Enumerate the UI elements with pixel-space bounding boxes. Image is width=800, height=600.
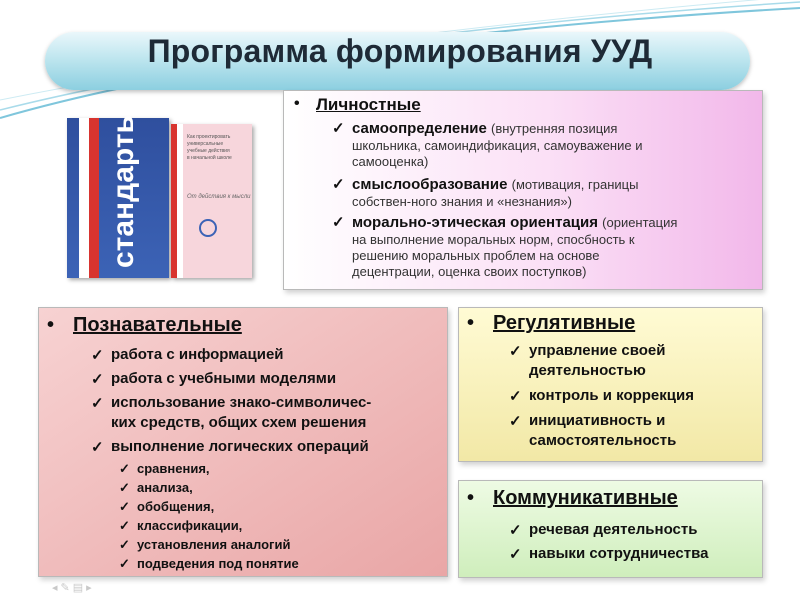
- personal-item: самоопределение (внутренняя позиция: [352, 120, 618, 137]
- book-cover-line: Как проектировать: [187, 134, 231, 140]
- check-icon: ✓: [332, 176, 345, 193]
- cognitive-subitem: анализа,: [137, 480, 193, 495]
- personal-item-cont: школьника, самоиндификация, самоуважение и: [352, 138, 643, 153]
- book-cover-line: в начальной школе: [187, 155, 232, 161]
- cognitive-section: [38, 307, 448, 577]
- check-icon: ✓: [119, 461, 130, 476]
- check-icon: ✓: [509, 522, 522, 539]
- nav-forward-icon[interactable]: ▸: [86, 582, 95, 594]
- slide-nav-icons[interactable]: [52, 581, 95, 594]
- book-cover-line: учебные действия: [187, 148, 230, 154]
- regulative-item-cont: деятельностью: [529, 362, 646, 379]
- personal-item: морально-этическая ориентация (ориентация: [352, 214, 678, 231]
- cognitive-item: выполнение логических операций: [111, 438, 369, 455]
- book-emblem-icon: [199, 219, 217, 237]
- check-icon: ✓: [509, 546, 522, 563]
- check-icon: ✓: [119, 480, 130, 495]
- personal-item: смыслообразование (мотивация, границы: [352, 176, 639, 193]
- check-icon: ✓: [509, 343, 522, 360]
- section-heading-regulative: Регулятивные: [493, 312, 636, 334]
- bullet-icon: •: [467, 487, 475, 509]
- personal-item-cont: децентрации, оценка своих поступков): [352, 264, 587, 279]
- cognitive-subitem: установления аналогий: [137, 537, 291, 552]
- book-back-cover: [171, 124, 252, 278]
- check-icon: ✓: [509, 388, 522, 405]
- cognitive-subitem: подведения под понятие: [137, 556, 299, 571]
- cognitive-item-cont: ких средств, общих схем решения: [111, 414, 367, 431]
- check-icon: ✓: [91, 395, 104, 412]
- regulative-item: контроль и коррекция: [529, 387, 694, 404]
- section-heading-cognitive: Познавательные: [73, 314, 242, 336]
- personal-item-cont: на выполнение моральных норм, спосбность к: [352, 232, 635, 247]
- section-heading-communicative: Коммуникативные: [493, 487, 678, 509]
- regulative-item: управление своей: [529, 342, 666, 359]
- nav-back-icon[interactable]: ◂: [52, 582, 61, 594]
- section-heading-personal: Личностные: [316, 95, 421, 114]
- page-title: Программа формирования УУД: [147, 33, 653, 69]
- bullet-icon: •: [47, 314, 55, 336]
- check-icon: ✓: [91, 347, 104, 364]
- cognitive-subitem: сравнения,: [137, 461, 210, 476]
- regulative-item: инициативность и: [529, 412, 666, 429]
- bullet-icon: •: [467, 312, 475, 334]
- check-icon: ✓: [119, 537, 130, 552]
- communicative-item: речевая деятельность: [529, 521, 698, 538]
- cognitive-subitem: обобщения,: [137, 499, 215, 514]
- communicative-item: навыки сотрудничества: [529, 545, 709, 562]
- check-icon: ✓: [119, 556, 130, 571]
- personal-section: [283, 90, 763, 290]
- personal-item-cont: самооценка): [352, 154, 429, 169]
- book-spine-text: стандарты: [107, 107, 140, 268]
- check-icon: ✓: [509, 413, 522, 430]
- personal-item-cont: собствен-ного знания и «незнания»): [352, 194, 572, 209]
- cognitive-item: работа с информацией: [111, 346, 284, 363]
- book-front-cover: [67, 107, 169, 278]
- cognitive-item: использование знако-символичес-: [111, 394, 372, 411]
- regulative-section: [458, 307, 763, 462]
- check-icon: ✓: [332, 214, 345, 231]
- nav-menu-icon[interactable]: ▤: [72, 582, 87, 594]
- communicative-section: [458, 480, 763, 578]
- bullet-icon: •: [294, 95, 300, 112]
- book-cover-image: [67, 107, 252, 278]
- check-icon: ✓: [91, 439, 104, 456]
- book-cover-line: универсальные: [187, 141, 224, 147]
- check-icon: ✓: [91, 371, 104, 388]
- check-icon: ✓: [119, 518, 130, 533]
- cognitive-subitem: классификации,: [137, 518, 243, 533]
- personal-item-cont: решению моральных проблем на основе: [352, 248, 600, 263]
- nav-pen-icon[interactable]: ✎: [60, 582, 73, 594]
- check-icon: ✓: [119, 499, 130, 514]
- cognitive-item: работа с учебными моделями: [111, 370, 337, 387]
- regulative-item-cont: самостоятельность: [529, 432, 677, 449]
- book-cover-subtitle: От действия к мысли: [187, 194, 251, 200]
- check-icon: ✓: [332, 120, 345, 137]
